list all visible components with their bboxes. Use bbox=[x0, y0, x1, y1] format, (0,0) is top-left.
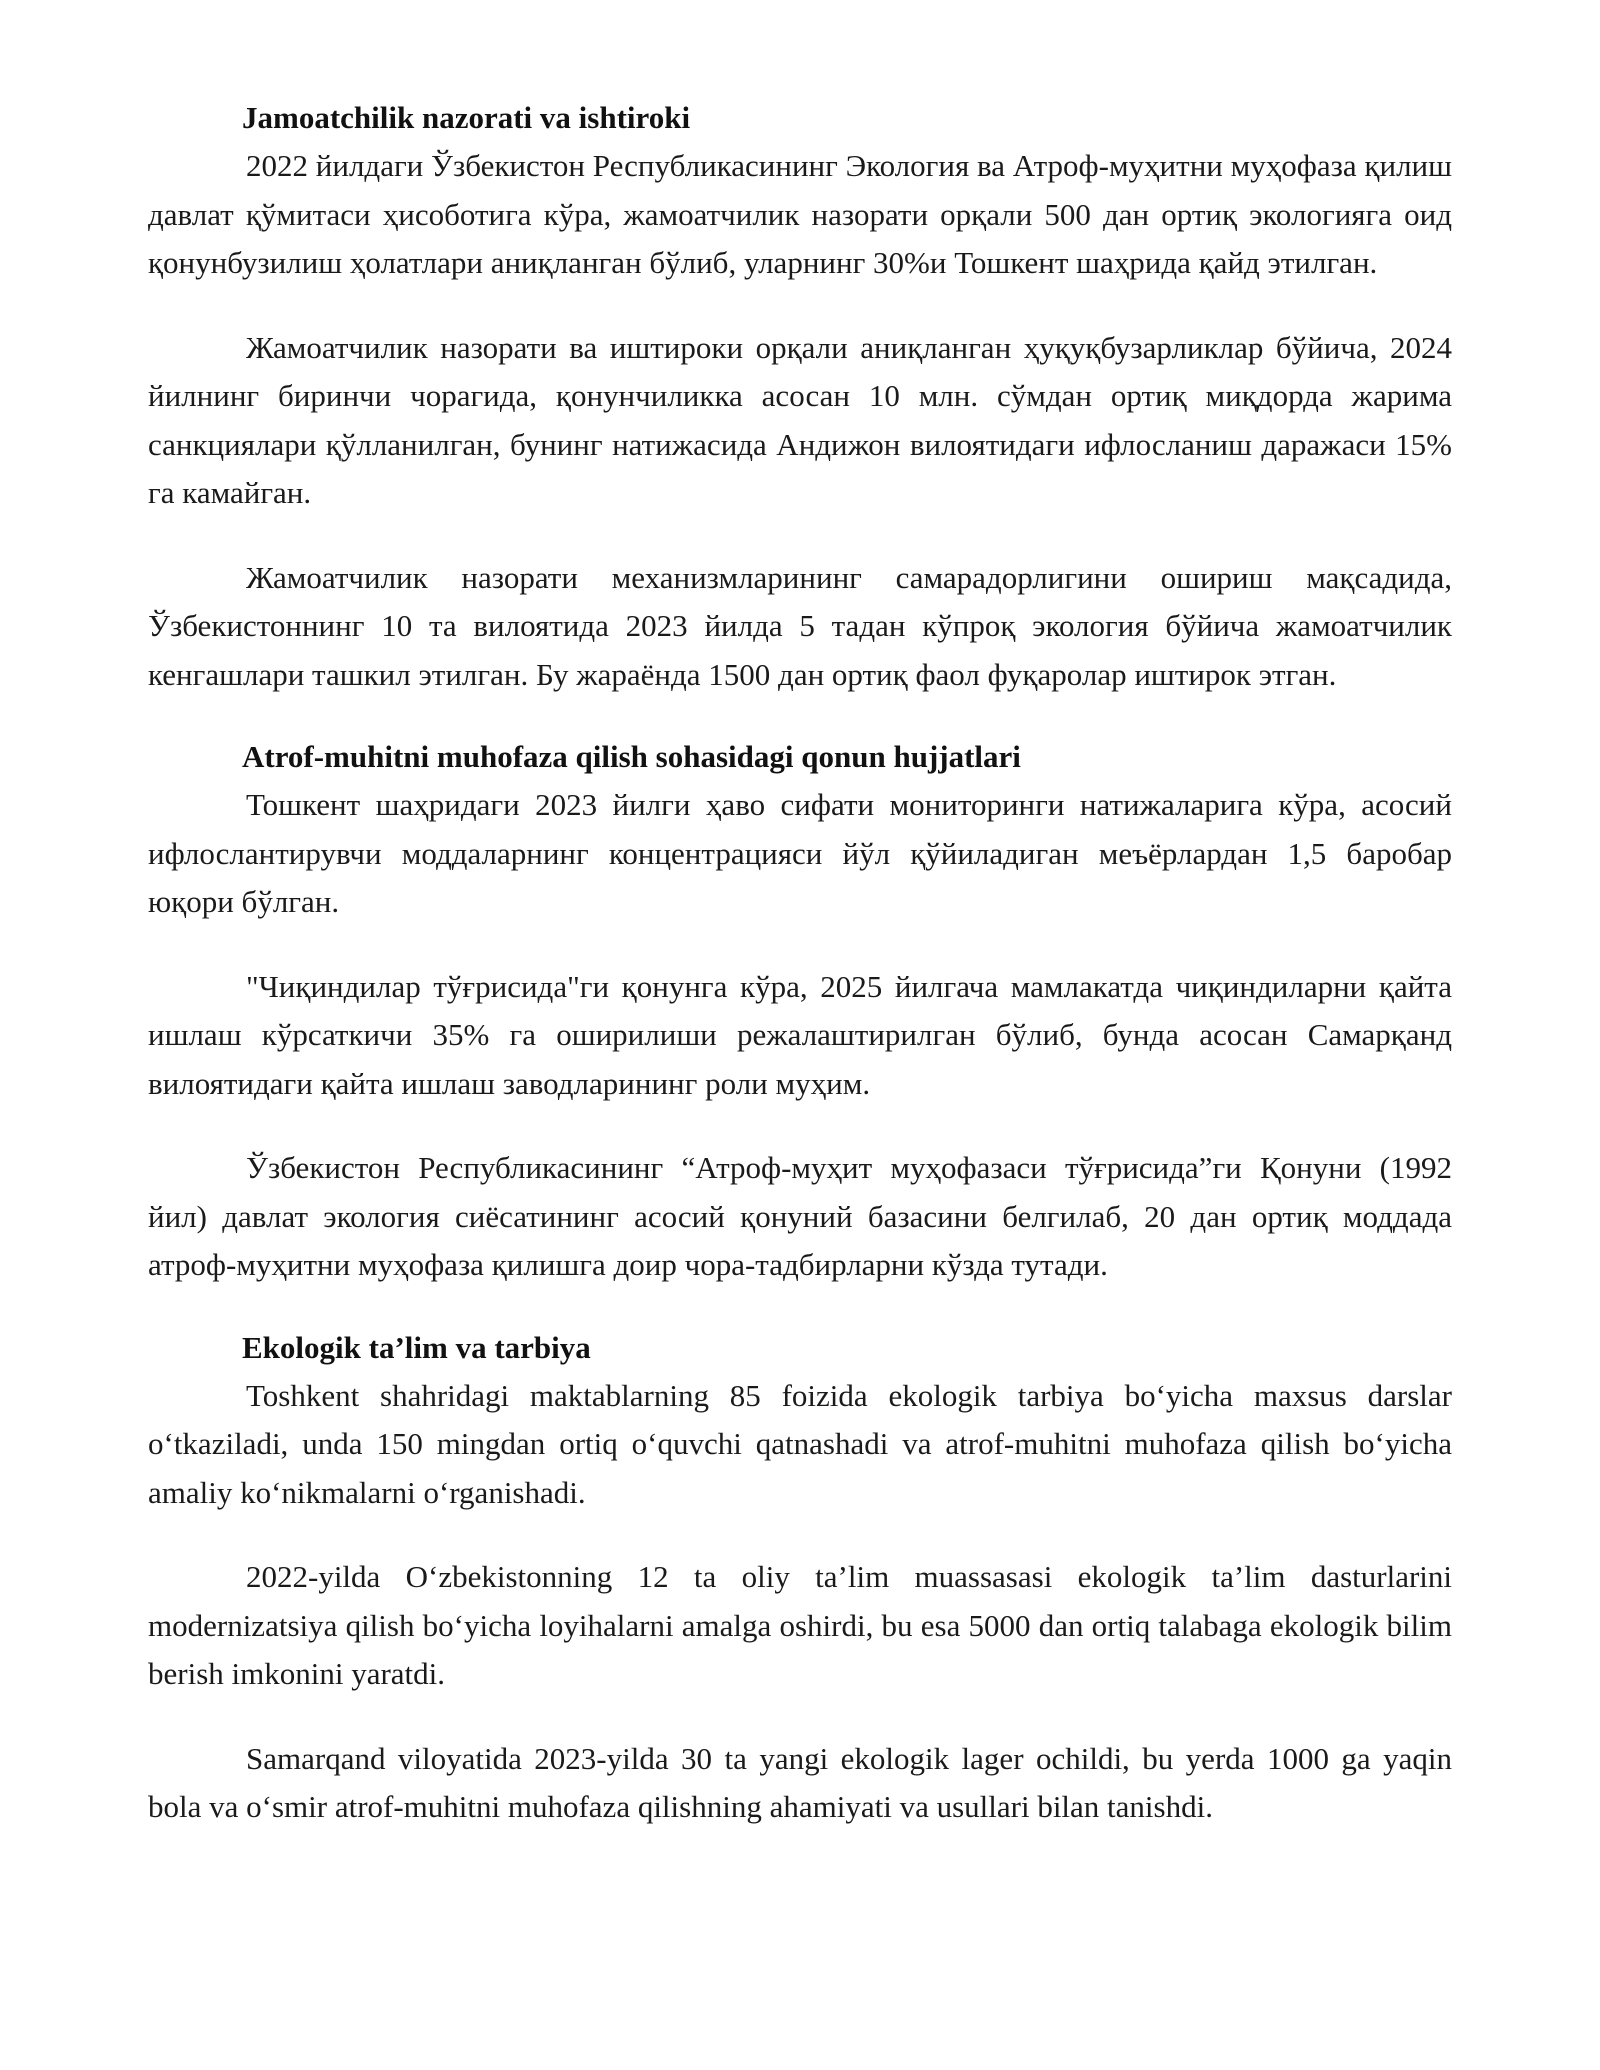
paragraph: Жамоатчилик назорати ва иштироки орқали аниқланган ҳуқуқбузарликлар бўйича, 2024 йилнинг биринчи чорагида, қонунчиликка асосан 10 млн. сўмдан ортиқ миқдорда жарима санкциялари қўлланилган, бунинг натижасида Андижон вилоятидаги ифлосланиш даражаси 15% га камайган. bbox=[148, 329, 1452, 510]
section-heading: Atrof-muhitni muhofaza qilish sohasidagi qonun hujjatlari bbox=[242, 739, 1021, 774]
paragraph: 2022 йилдаги Ўзбекистон Республикасининг Экология ва Атроф-муҳитни муҳофаза қилиш давлат қўмитаси ҳисоботига кўра, жамоатчилик назорати орқали 500 дан ортиқ экологияга оид қонунбузилиш ҳолатлари аниқланган бўлиб, уларнинг 30%и Тошкент шаҳрида қайд этилган. bbox=[148, 148, 1452, 280]
paragraph: Жамоатчилик назорати механизмларининг самарадорлигини ошириш мақсадида, Ўзбекистоннинг 10 та вилоятида 2023 йилда 5 тадан кўпроқ экология бўйича жамоатчилик кенгашлари ташкил этилган. Бу жараёнда 1500 дан ортиқ фаол фуқаролар иштирок этган. bbox=[148, 559, 1452, 692]
section-heading: Ekologik ta’lim va tarbiya bbox=[242, 1329, 591, 1365]
paragraph: Тошкент шаҳридаги 2023 йилги ҳаво сифати мониторинги натижаларига кўра, асосий ифлослантирувчи моддаларнинг концентрацияси йўл қўйиладиган меъёрлардан 1,5 баробар юқори бўлган. bbox=[148, 787, 1452, 919]
paragraph: Toshkent shahridagi maktablarning 85 foizida ekologik tarbiya boʻyicha maxsus darslar oʻtkaziladi, unda 150 mingdan ortiq oʻquvchi qatnashadi va atrof-muhitni muhofaza qilish boʻyicha amaliy koʻnikmalarni oʻrganishadi. bbox=[148, 1377, 1452, 1510]
section-heading: Jamoatchilik nazorati va ishtiroki bbox=[242, 100, 691, 135]
paragraph: Ўзбекистон Республикасининг “Атроф-муҳит муҳофазаси тўғрисида”ги Қонуни (1992 йил) давлат экология сиёсатининг асосий қонуний базасини белгилаб, 20 дан ортиқ моддада атроф-муҳитни муҳофаза қилишга доир чора-тадбирларни кўзда тутади. bbox=[148, 1150, 1452, 1282]
section-ecological-education bbox=[148, 1326, 1452, 1832]
section-public-control bbox=[148, 96, 1452, 699]
paragraph: "Чиқиндилар тўғрисида"ги қонунга кўра, 2025 йилгача мамлакатда чиқиндиларни қайта ишлаш кўрсаткичи 35% га оширилиши режалаштирилган бўлиб, бунда асосан Самарқанд вилоятидаги қайта ишлаш заводларининг роли муҳим. bbox=[148, 968, 1452, 1101]
paragraph: 2022-yilda Oʻzbekistonning 12 ta oliy ta’lim muassasasi ekologik ta’lim dasturlarini modernizatsiya qilish boʻyicha loyihalarni amalga oshirdi, bu esa 5000 dan ortiq talabaga ekologik bilim berish imkonini yaratdi. bbox=[148, 1559, 1452, 1691]
paragraph: Samarqand viloyatida 2023-yilda 30 ta yangi ekologik lager ochildi, bu yerda 1000 ga yaqin bola va oʻsmir atrof-muhitni muhofaza qilishning ahamiyati va usullari bilan tanishdi. bbox=[148, 1740, 1452, 1824]
document-page bbox=[148, 96, 1452, 1832]
section-environmental-legislation bbox=[148, 735, 1452, 1290]
